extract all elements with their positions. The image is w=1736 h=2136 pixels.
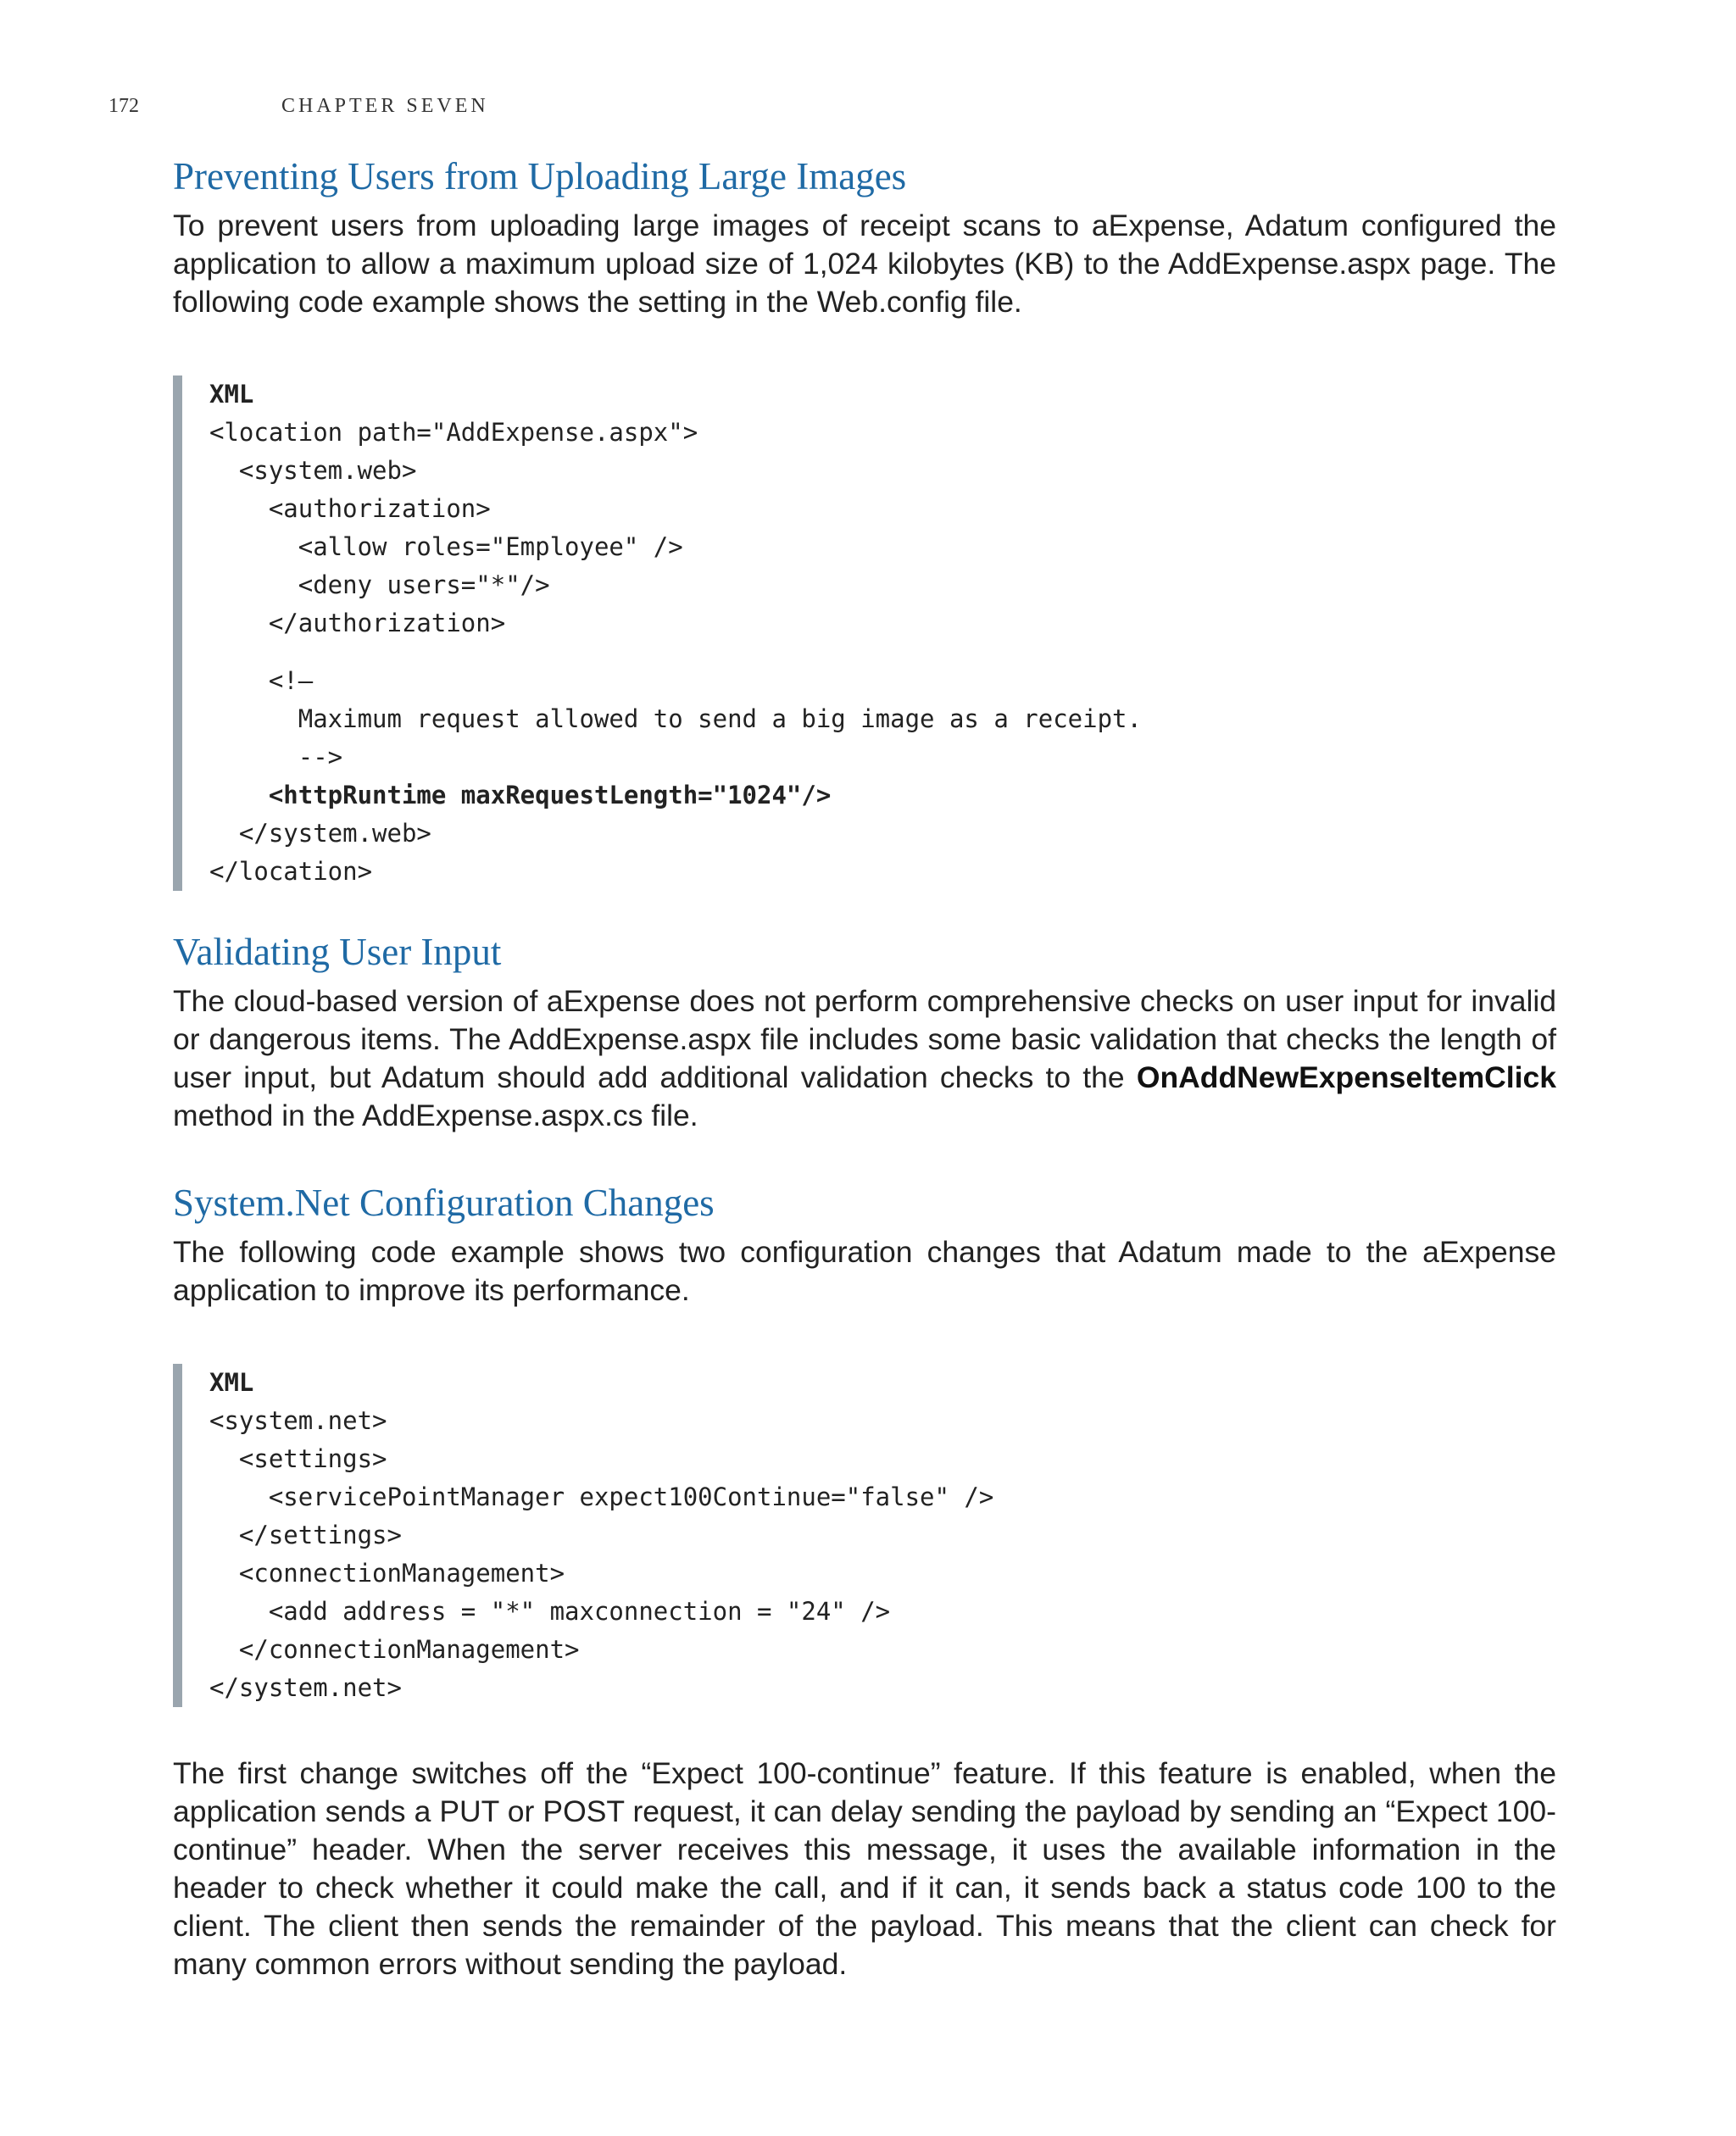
code-language-label: XML — [209, 1368, 254, 1397]
code-line: <deny users="*"/> — [209, 570, 550, 599]
code-line: </authorization> — [209, 609, 506, 637]
code-line: </system.net> — [209, 1673, 402, 1702]
code-line: --> — [209, 743, 343, 771]
code-block-system-net — [173, 1364, 1556, 1707]
section-heading-validating-input: Validating User Input — [173, 931, 502, 973]
section-paragraph-expect-100-continue: The first change switches off the “Expect 100-continue” feature. If this feature is enabled, when the application sends a PUT or POST request, it can delay sending the payload by sending an “Expect 100-continue” header. When the server receives this message, it uses the available information in the header to check whether it could make the call, and if it can, it sends back a status code 100 to the client. The client then sends the remainder of the payload. This means that the client can check for many common errors without sending the payload. — [173, 1756, 1556, 1981]
chapter-label: CHAPTER SEVEN — [281, 95, 489, 117]
validation-text-end: method in the AddExpense.aspx.cs file. — [173, 1099, 698, 1132]
code-line: Maximum request allowed to send a big image as a receipt. — [209, 704, 1142, 733]
validation-text-start: The cloud-based version of aExpense does not perform comprehensive checks on user input for invalid or dangerous items. The AddExpense.aspx file includes some basic validation that checks the length of user input, but Adatum should add additional validation checks to the — [173, 984, 1556, 1094]
section-paragraph-upload-limit: To prevent users from uploading large images of receipt scans to aExpense, Adatum configured the application to allow a maximum upload size of 1,024 kilobytes (KB) to the AddExpense.aspx page. The following code example shows the setting in the Web.config file. — [173, 209, 1556, 319]
code-line: </settings> — [209, 1521, 402, 1549]
code-line: </system.web> — [209, 819, 431, 848]
code-line: <system.web> — [209, 456, 417, 485]
section-paragraph-validation — [173, 982, 1556, 1135]
page-content — [173, 153, 1556, 1983]
code-line: <connectionManagement> — [209, 1559, 565, 1588]
method-name-bold: OnAddNewExpenseItemClick — [1136, 1060, 1556, 1094]
code-line: </connectionManagement> — [209, 1635, 580, 1664]
code-line: <add address = "*" maxconnection = "24" /> — [209, 1597, 891, 1626]
code-line: <allow roles="Employee" /> — [209, 532, 683, 561]
code-language-label: XML — [209, 380, 254, 409]
page-number: 172 — [108, 95, 139, 117]
code-line: <location path="AddExpense.aspx"> — [209, 418, 698, 447]
code-block-web-config — [173, 375, 1556, 891]
section-paragraph-config-changes: The following code example shows two configuration changes that Adatum made to the aExpense application to improve its performance. — [173, 1235, 1556, 1307]
code-line: <system.net> — [209, 1406, 387, 1435]
section-heading-preventing-large-images: Preventing Users from Uploading Large Images — [173, 155, 907, 197]
code-line: <settings> — [209, 1444, 387, 1473]
code-line: <servicePointManager expect100Continue="false" /> — [209, 1482, 994, 1511]
code-line: <authorization> — [209, 494, 491, 523]
code-line-highlighted: <httpRuntime maxRequestLength="1024"/> — [209, 781, 832, 809]
code-line: <!— — [209, 666, 314, 695]
section-heading-system-net: System.Net Configuration Changes — [173, 1182, 715, 1224]
code-line: </location> — [209, 857, 373, 886]
